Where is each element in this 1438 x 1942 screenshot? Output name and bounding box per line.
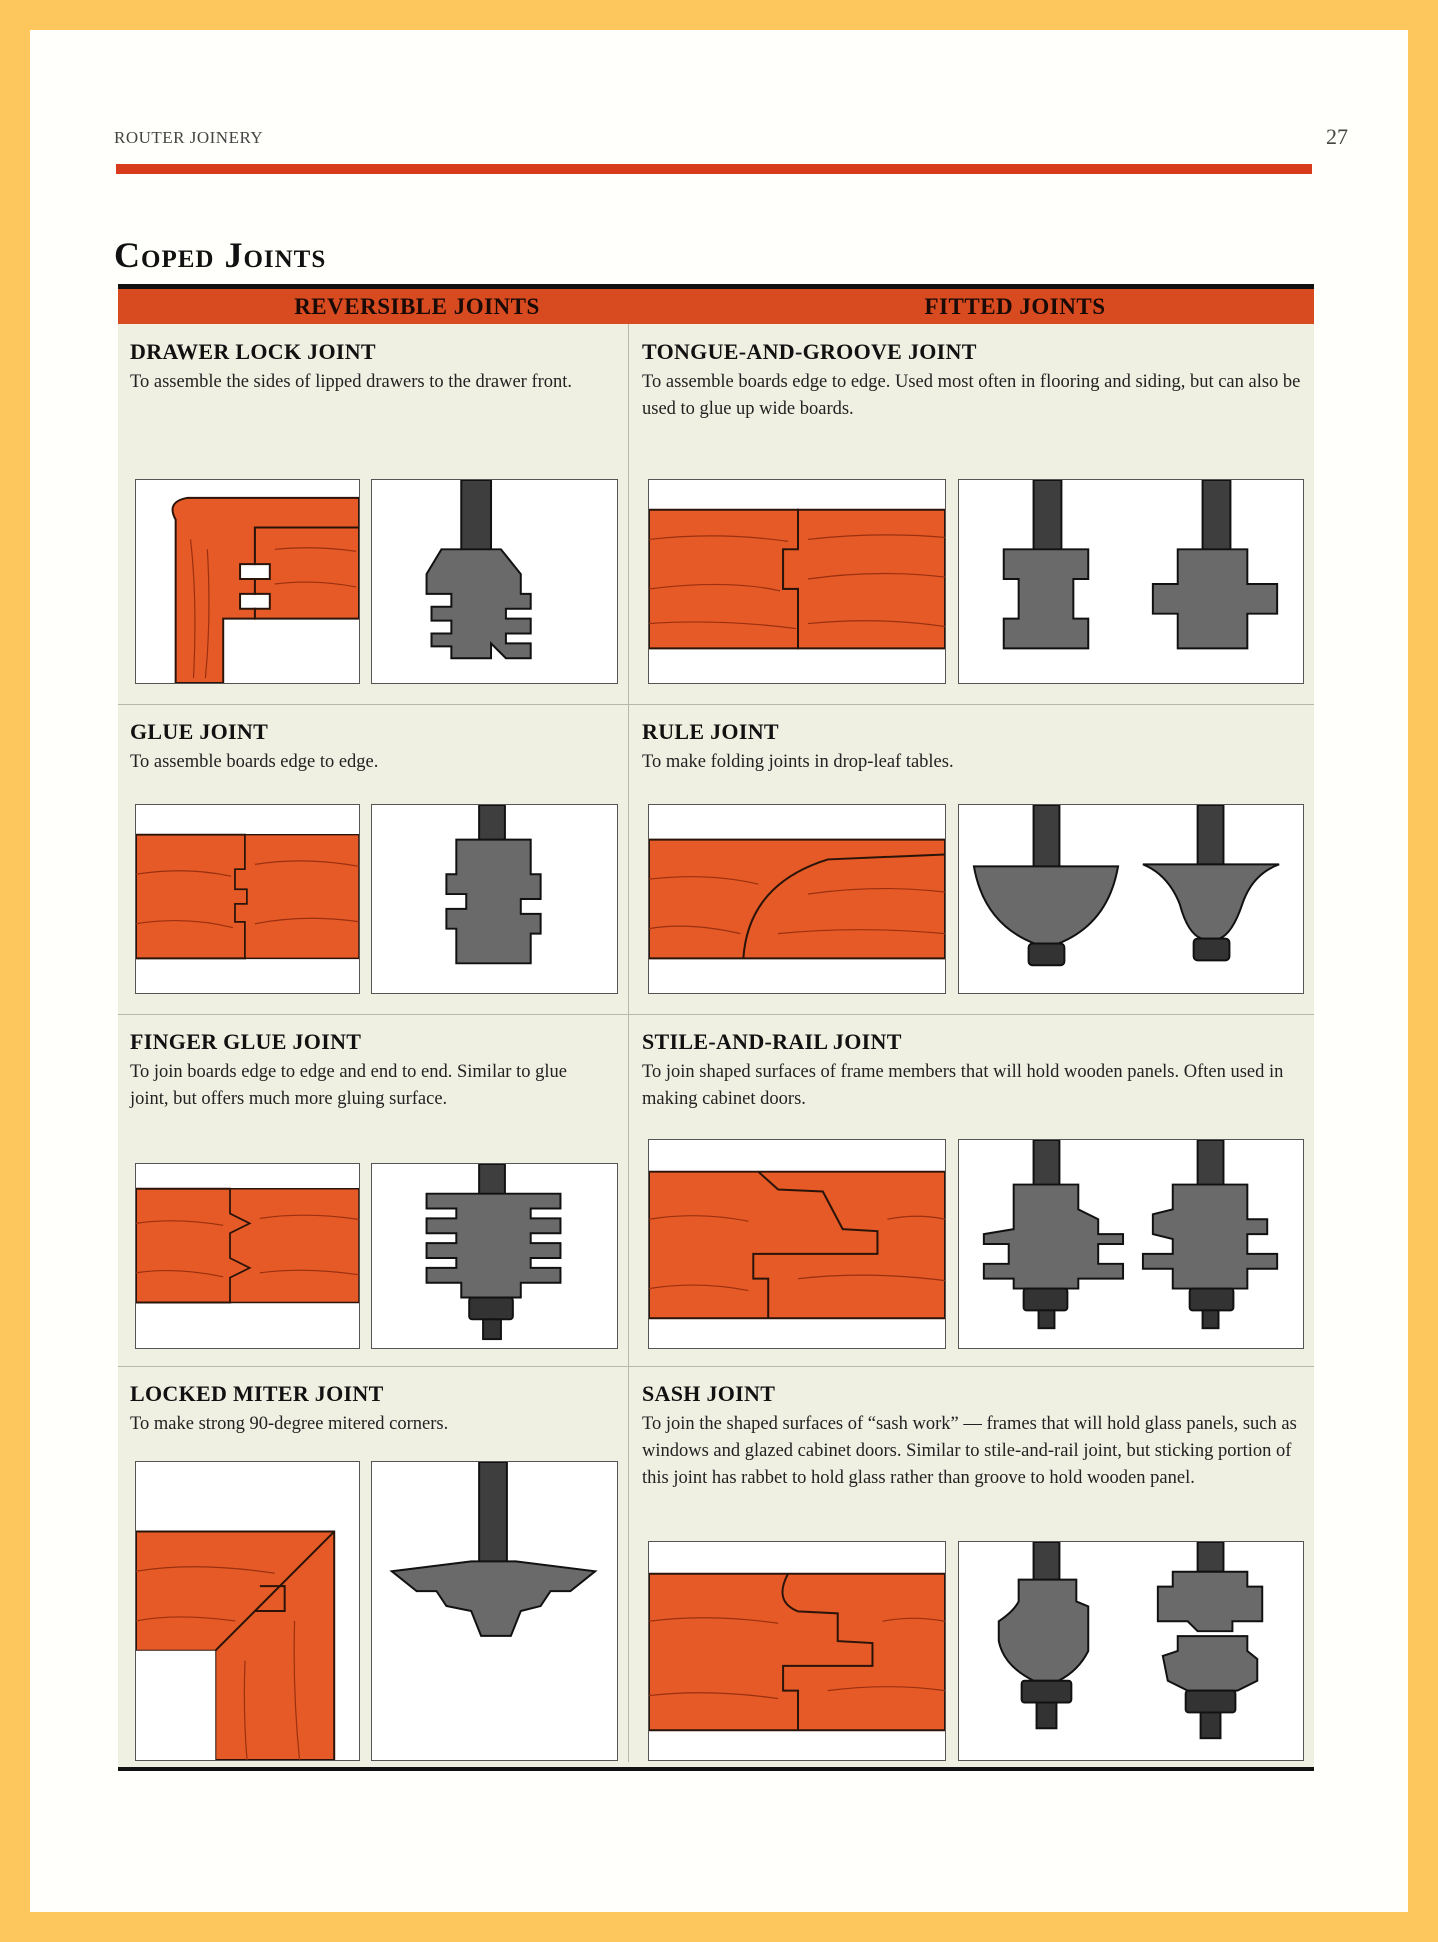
column-header-bar: [118, 289, 1314, 324]
locked-miter-joint-illustration: [135, 1461, 360, 1761]
joint-name: STILE-AND-RAIL JOINT: [642, 1029, 902, 1054]
page: [30, 30, 1408, 1912]
tongue-and-groove-joint-illustration: [648, 479, 946, 684]
header-rule: [116, 164, 1312, 174]
glue-joint-illustration: [135, 804, 360, 994]
finger-glue-joint-illustration: [135, 1163, 360, 1349]
joint-tongue-and-groove: [642, 339, 1302, 423]
joint-description: To make folding joints in drop-leaf tables.: [642, 752, 954, 772]
stile-and-rail-joint-illustration: [648, 1139, 946, 1349]
rule-joint-illustration: [648, 804, 946, 994]
joints-table: [118, 284, 1314, 1771]
joint-name: DRAWER LOCK JOINT: [130, 339, 376, 364]
joint-sash: [642, 1381, 1302, 1492]
joint-description: To assemble the sides of lipped drawers to the drawer front.: [130, 372, 573, 392]
joint-glue: [130, 719, 610, 776]
row-divider: [118, 704, 1314, 705]
row-divider: [118, 1366, 1314, 1367]
glue-joint-bit-illustration: [371, 804, 618, 994]
drawer-lock-joint-illustration: [135, 479, 360, 684]
joint-description: To make strong 90-degree mitered corners.: [130, 1414, 449, 1434]
joint-description: To assemble boards edge to edge. Used most often in flooring and siding, but can also be used to glue up wide boards.: [642, 372, 1301, 419]
running-head: ROUTER JOINERY: [114, 128, 264, 147]
rule-joint-bits-illustration: [958, 804, 1304, 994]
joint-name: SASH JOINT: [642, 1381, 776, 1406]
joint-name: LOCKED MITER JOINT: [130, 1381, 384, 1406]
row-divider: [118, 1014, 1314, 1015]
joint-locked-miter: [130, 1381, 610, 1438]
tongue-and-groove-bits-illustration: [958, 479, 1304, 684]
joint-name: RULE JOINT: [642, 719, 779, 744]
locked-miter-bit-illustration: [371, 1461, 618, 1761]
joint-rule: [642, 719, 1302, 776]
page-title: Coped Joints: [114, 235, 327, 275]
joint-finger-glue: [130, 1029, 610, 1113]
joint-description: To assemble boards edge to edge.: [130, 752, 379, 772]
stile-and-rail-bits-illustration: [958, 1139, 1304, 1349]
joint-description: To join boards edge to edge and end to end. Similar to glue joint, but offers much more gluing surface.: [130, 1062, 567, 1109]
column-header-reversible: REVERSIBLE JOINTS: [294, 293, 540, 319]
column-header-fitted: FITTED JOINTS: [924, 293, 1106, 319]
joint-description: To join shaped surfaces of frame members that will hold wooden panels. Often used in making cabinet doors.: [642, 1062, 1284, 1109]
sash-joint-illustration: [648, 1541, 946, 1761]
column-divider: [628, 324, 629, 1762]
joint-name: TONGUE-AND-GROOVE JOINT: [642, 339, 977, 364]
page-number: 27: [1326, 124, 1348, 149]
joint-name: FINGER GLUE JOINT: [130, 1029, 362, 1054]
joint-stile-and-rail: [642, 1029, 1302, 1113]
joint-description: To join the shaped surfaces of “sash work” — frames that will hold glass panels, such as windows and glazed cabinet doors. Similar to stile-and-rail joint, but sticking portion of this joint has rabbet to hold glass rather than groove to hold wooden panel.: [642, 1414, 1297, 1488]
drawer-lock-bit-illustration: [371, 479, 618, 684]
finger-glue-bit-illustration: [371, 1163, 618, 1349]
sash-bits-illustration: [958, 1541, 1304, 1761]
joint-name: GLUE JOINT: [130, 719, 269, 744]
joint-drawer-lock: [130, 339, 610, 396]
